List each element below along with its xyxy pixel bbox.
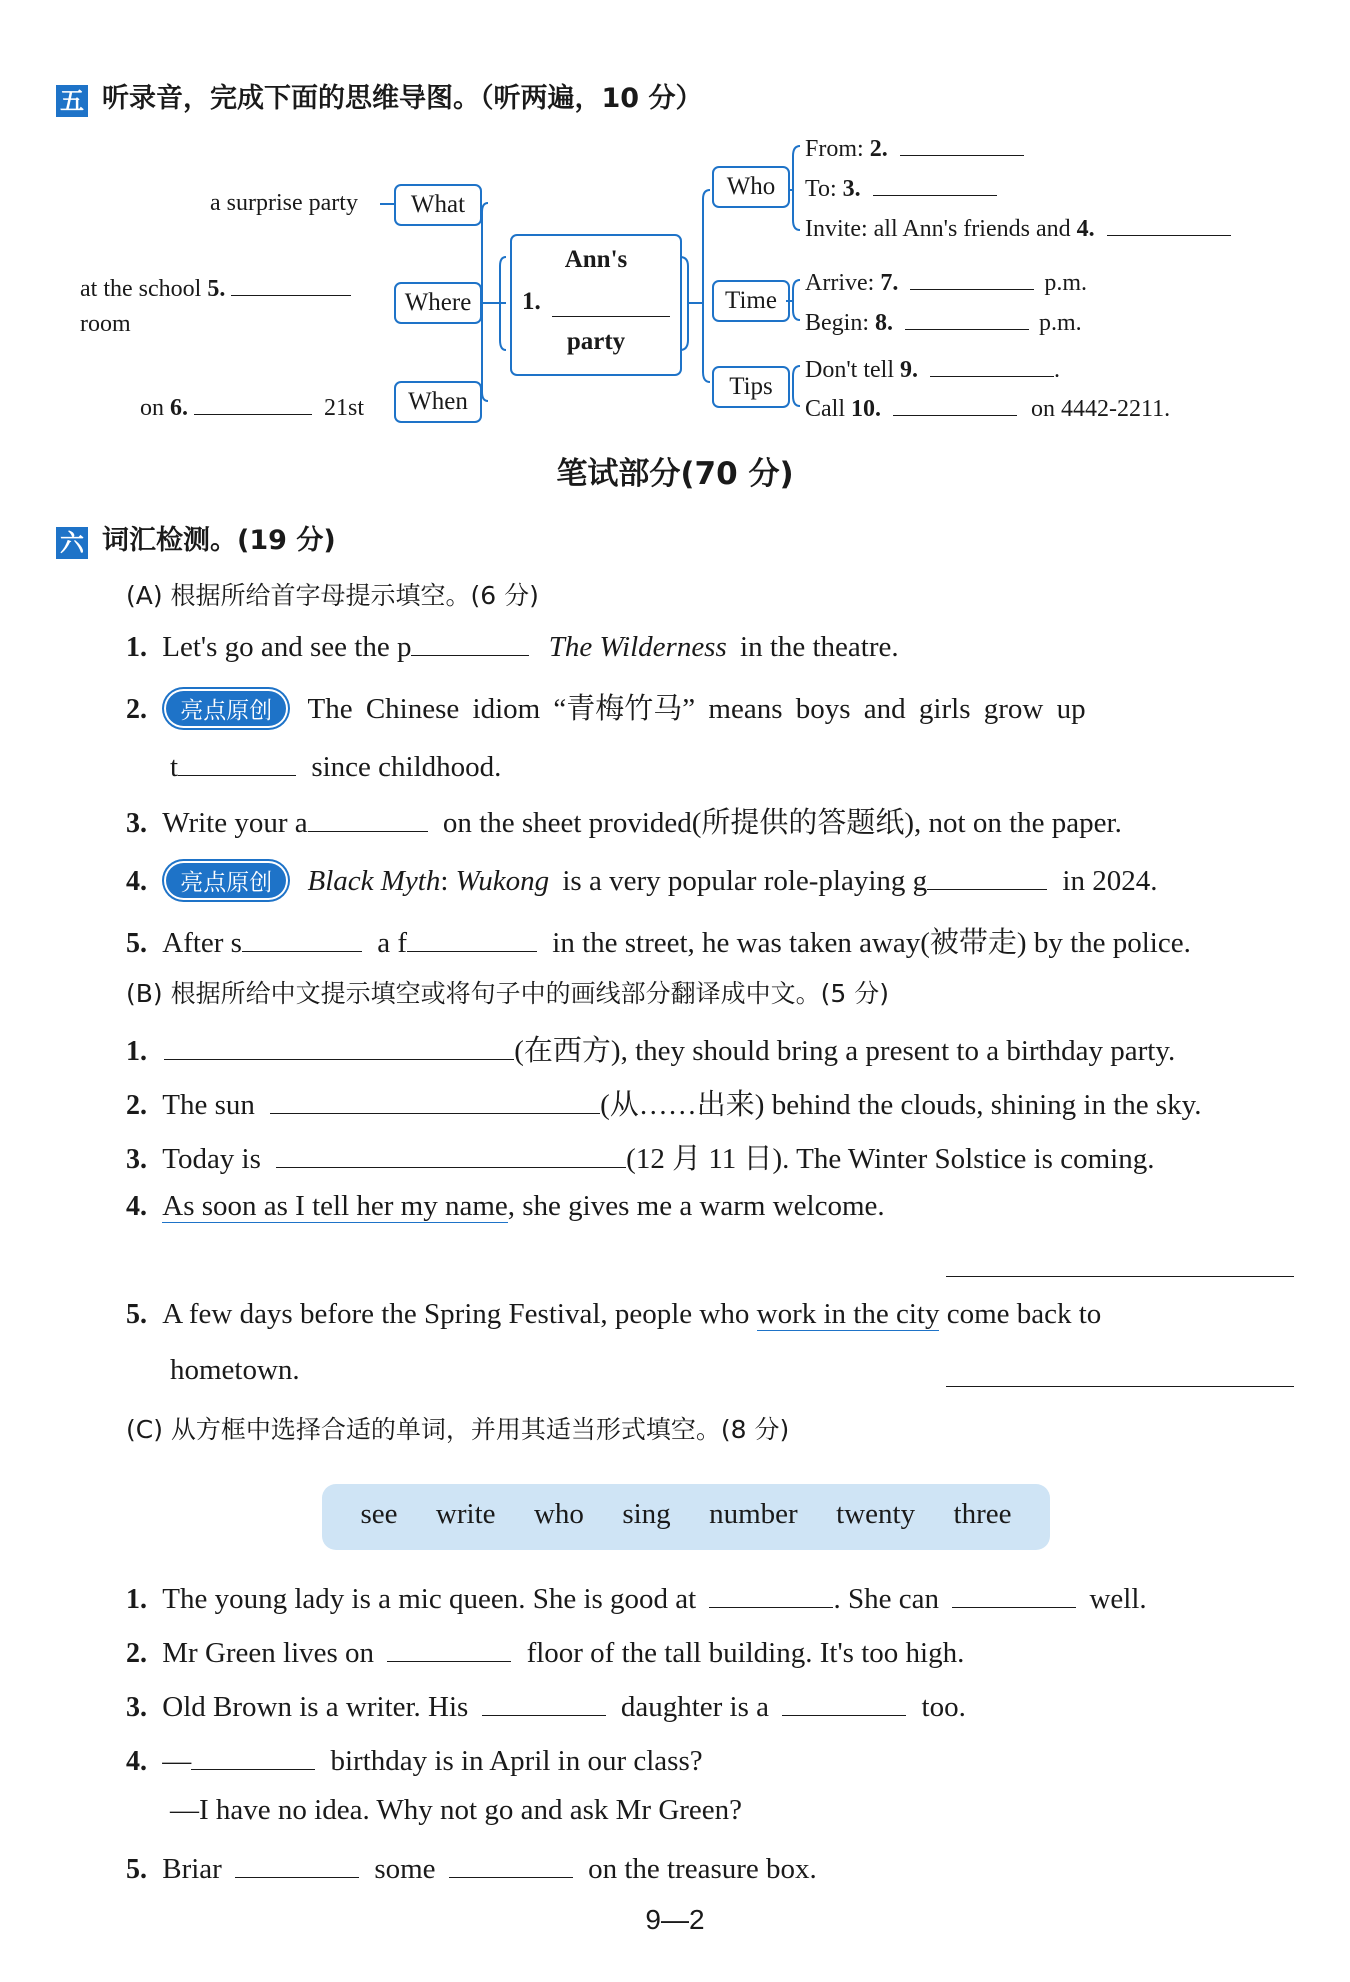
q-text: t: [170, 751, 179, 783]
q-text: too.: [921, 1691, 966, 1723]
blank-1[interactable]: [552, 316, 670, 317]
blank-c1b[interactable]: [952, 1578, 1076, 1608]
word-number: number: [709, 1498, 798, 1530]
word-bank-words: [322, 1498, 1050, 1531]
center-bottom: party: [566, 328, 626, 355]
section-5-number: 五: [56, 85, 88, 117]
room-text: room: [80, 311, 131, 337]
word-see: see: [360, 1498, 398, 1530]
num-4: 4.: [1076, 216, 1095, 242]
section-6-title: 词汇检测。(19 分): [102, 525, 336, 556]
surprise-party-text: a surprise party: [210, 190, 358, 216]
a-q2: [126, 686, 1086, 727]
q-text: since childhood.: [311, 751, 502, 783]
q-number: 3.: [126, 1144, 147, 1175]
blank-b3[interactable]: [276, 1138, 626, 1168]
arrive-label: Arrive:: [805, 270, 875, 296]
q-number: 1.: [126, 1036, 147, 1067]
word-write: write: [435, 1498, 496, 1530]
blank-c3b[interactable]: [782, 1686, 906, 1716]
b-q4: [126, 1190, 885, 1223]
begin-label: Begin:: [805, 310, 869, 336]
c-q2: [126, 1632, 964, 1670]
q-text: Mr Green lives on: [162, 1637, 375, 1669]
blank-c4[interactable]: [191, 1740, 315, 1770]
q-text: well.: [1089, 1583, 1147, 1615]
blank-a4[interactable]: [927, 860, 1047, 890]
a-q4: [126, 860, 1157, 898]
num-5: 5.: [207, 276, 226, 302]
num-10: 10.: [851, 396, 881, 422]
part-c-title: (C) 从方框中选择合适的单词，并用其适当形式填空。(8 分): [126, 1415, 790, 1444]
q-number: 4.: [126, 1746, 147, 1777]
section-6-header: [56, 518, 336, 559]
blank-a5-f[interactable]: [407, 922, 537, 952]
b-q1: [126, 1028, 1175, 1069]
underlined-phrase: As soon as I tell her my name: [162, 1190, 508, 1222]
q-text: Today is: [162, 1143, 261, 1175]
blank-3[interactable]: [873, 171, 997, 196]
q-text: , she gives me a warm welcome.: [507, 1190, 885, 1222]
c-q4: [126, 1740, 703, 1778]
node-where: Where: [394, 282, 482, 324]
q-number: 1.: [126, 1584, 147, 1615]
q-number: 1.: [126, 632, 147, 663]
blank-10[interactable]: [893, 391, 1017, 416]
blank-4[interactable]: [1107, 211, 1231, 236]
q-text: in the street, he was taken away(被带走) by the police.: [552, 927, 1191, 959]
blank-b1[interactable]: [164, 1030, 514, 1060]
original-badge: 亮点原创: [166, 863, 286, 898]
invite-line: [805, 211, 1231, 243]
b-q5-cont: hometown.: [170, 1354, 300, 1386]
c-q4-reply: —I have no idea. Why not go and ask Mr Green?: [170, 1794, 743, 1826]
blank-a2[interactable]: [178, 746, 296, 776]
q-number: 2.: [126, 1638, 147, 1669]
q-text: After s: [162, 927, 242, 959]
q-text: in 2024.: [1062, 865, 1158, 897]
q-italic: Black Myth: [307, 865, 441, 897]
a-q3: [126, 800, 1122, 841]
a-q5: [126, 920, 1191, 961]
blank-8[interactable]: [905, 305, 1029, 330]
num-8: 8.: [875, 310, 893, 336]
node-what: What: [394, 184, 482, 226]
blank-b2[interactable]: [270, 1084, 600, 1114]
num-9: 9.: [899, 357, 918, 383]
center-box: [510, 234, 682, 376]
blank-b4[interactable]: [946, 1276, 1294, 1277]
q-number: 4.: [126, 1191, 147, 1222]
q-text: The Chinese idiom “青梅竹马” means boys and girls grow up: [307, 693, 1086, 725]
q-number: 5.: [126, 1299, 147, 1330]
word-three: three: [953, 1498, 1012, 1530]
blank-c2[interactable]: [387, 1632, 511, 1662]
day-text: 21st: [324, 395, 365, 421]
on-text: on: [140, 395, 164, 421]
original-badge: 亮点原创: [166, 691, 286, 726]
section-5-title: 听录音，完成下面的思维导图。（听两遍，10 分）: [102, 83, 703, 114]
when-line: [140, 390, 364, 422]
call-line: [805, 391, 1170, 423]
q-text: (从……出来) behind the clouds, shining in the sky.: [600, 1089, 1202, 1121]
q-text: . She can: [833, 1583, 939, 1615]
q-italic: Wukong: [455, 865, 550, 897]
center-top: Ann's: [564, 246, 628, 273]
q-text: Write your a: [162, 807, 308, 839]
from-label: From:: [805, 136, 864, 162]
phone-text: on 4442-2211.: [1031, 396, 1171, 422]
blank-a3[interactable]: [308, 802, 428, 832]
from-line: [805, 131, 1024, 163]
q-text: a f: [377, 927, 408, 959]
to-line: [805, 171, 997, 203]
q-text: come back to: [946, 1298, 1102, 1330]
part-a-title: (A) 根据所给首字母提示填空。(6 分): [126, 581, 539, 610]
q-text: daughter is a: [620, 1691, 770, 1723]
word-who: who: [533, 1498, 584, 1530]
q-number: 2.: [126, 694, 147, 725]
num-6: 6.: [170, 395, 188, 421]
dot: .: [1053, 357, 1060, 383]
q-text: The sun: [162, 1089, 255, 1121]
blank-2[interactable]: [900, 131, 1024, 156]
school-text: at the school: [80, 276, 202, 302]
blank-c5a[interactable]: [235, 1848, 359, 1878]
to-label: To:: [805, 176, 837, 202]
q-text: Briar: [162, 1853, 222, 1885]
b-q2: [126, 1082, 1202, 1123]
blank-c5b[interactable]: [449, 1848, 573, 1878]
q-number: 5.: [126, 1854, 147, 1885]
q-number: 5.: [126, 928, 147, 959]
q-text: :: [440, 865, 449, 897]
pm-1: p.m.: [1044, 270, 1087, 296]
written-part-title: 笔试部分(70 分): [556, 456, 794, 492]
blank-a1[interactable]: [411, 626, 529, 656]
q-text: The young lady is a mic queen. She is good at: [162, 1583, 697, 1615]
what-link: [380, 202, 396, 206]
a-q2-cont: [170, 746, 501, 784]
invite-label: Invite: all Ann's friends and: [805, 216, 1071, 242]
where-line: [80, 271, 351, 303]
a-q1: [126, 626, 899, 664]
node-time: Time: [712, 280, 790, 322]
num-7: 7.: [880, 270, 899, 296]
node-when: When: [394, 381, 482, 423]
q-text: Let's go and see the p: [162, 631, 412, 663]
call-label: Call: [805, 396, 845, 422]
q-italic: The Wilderness: [548, 631, 727, 663]
word-sing: sing: [622, 1498, 671, 1530]
blank-5[interactable]: [231, 271, 351, 296]
q-text: on the treasure box.: [588, 1853, 817, 1885]
q-text: birthday is in April in our class?: [330, 1745, 703, 1777]
begin-line: [805, 305, 1082, 337]
c-q1: [126, 1578, 1147, 1616]
section-6-number: 六: [56, 527, 88, 559]
q-text: floor of the tall building. It's too high.: [526, 1637, 965, 1669]
q-text: (在西方), they should bring a present to a birthday party.: [514, 1035, 1176, 1067]
c-q5: [126, 1848, 817, 1886]
blank-7[interactable]: [910, 265, 1034, 290]
q-text: some: [374, 1853, 436, 1885]
q-text: A few days before the Spring Festival, people who: [162, 1298, 750, 1330]
num-2: 2.: [869, 136, 888, 162]
blank-9[interactable]: [930, 352, 1054, 377]
node-who: Who: [712, 166, 790, 208]
q-text: is a very popular role-playing g: [562, 865, 928, 897]
q-text: Old Brown is a writer. His: [162, 1691, 469, 1723]
dont-tell-line: [805, 352, 1060, 384]
pm-2: p.m.: [1039, 310, 1082, 336]
b-q5: [126, 1298, 1101, 1331]
q-number: 3.: [126, 1692, 147, 1723]
q-number: 2.: [126, 1090, 147, 1121]
blank-6[interactable]: [194, 390, 312, 415]
blank-c1a[interactable]: [709, 1578, 833, 1608]
c-q3: [126, 1686, 966, 1724]
q-number: 3.: [126, 808, 147, 839]
num-3: 3.: [842, 176, 861, 202]
blank-a5-s[interactable]: [242, 922, 362, 952]
underlined-phrase: work in the city: [756, 1298, 940, 1330]
q-text: on the sheet provided(所提供的答题纸), not on the paper.: [442, 807, 1122, 839]
q-text: —: [162, 1745, 192, 1777]
time-link: [786, 300, 794, 302]
blank-c3a[interactable]: [482, 1686, 606, 1716]
dont-label: Don't tell: [805, 357, 894, 383]
b-q3: [126, 1136, 1154, 1177]
blank-b5[interactable]: [946, 1386, 1294, 1387]
part-b-title: (B) 根据所给中文提示填空或将句子中的画线部分翻译成中文。(5 分): [126, 979, 889, 1008]
node-tips: Tips: [712, 366, 790, 408]
q-text: (12 月 11 日). The Winter Solstice is coming.: [626, 1143, 1155, 1175]
q-text: in the theatre.: [740, 631, 899, 663]
arrive-line: [805, 265, 1087, 297]
page-number: 9—2: [645, 1904, 705, 1935]
q-number: 4.: [126, 866, 147, 897]
word-twenty: twenty: [836, 1498, 916, 1530]
center-num: 1.: [522, 288, 541, 315]
